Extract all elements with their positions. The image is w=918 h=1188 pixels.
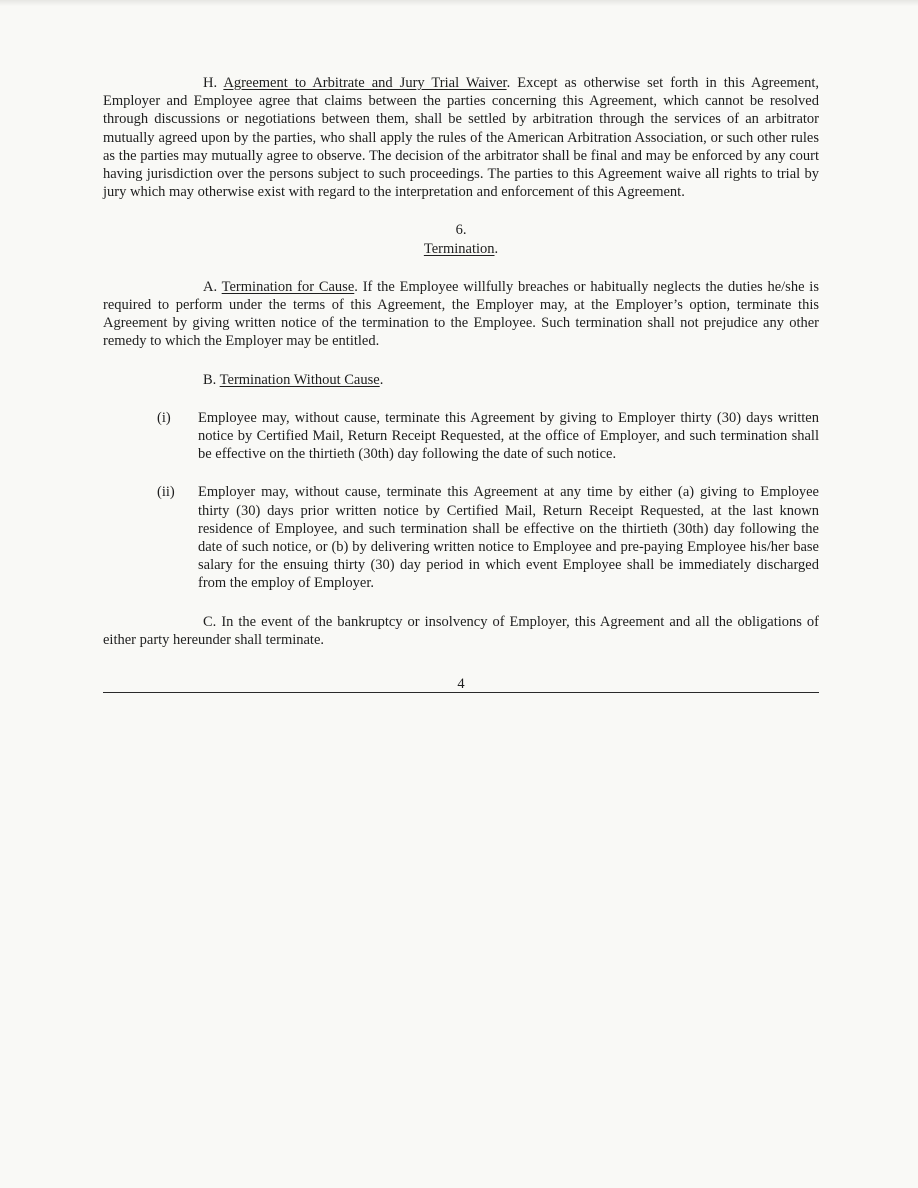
footer-rule bbox=[103, 692, 819, 693]
for-cause-label: A. bbox=[203, 278, 218, 295]
arbitration-label: H. bbox=[203, 75, 218, 91]
bankruptcy-label: C. bbox=[203, 613, 217, 630]
list-item-text: Employer may, without cause, terminate this Agreement at any time by either (a) giving to Employee thirty (30) days prior written notice by Certified Mail, Return Receipt Requested, at the last known residence of Employee, and such termination shall be effective on the thirtieth (30th) day following the date of such notice, or (b) by delivering written notice to Employee and pre-paying Employee his/her base salary for the ensuing thirty (30) day period in which event Employee shall be immediately discharged from the employ of Employer. bbox=[198, 484, 819, 592]
for-cause-paragraph bbox=[103, 278, 819, 351]
without-cause-title-suffix: . bbox=[379, 371, 384, 388]
without-cause-label: B. bbox=[203, 371, 217, 388]
page-number: 4 bbox=[457, 676, 465, 692]
without-cause-title: Termination Without Cause bbox=[219, 371, 380, 388]
list-item-text: Employee may, without cause, terminate this Agreement by giving to Employer thirty (30) days written notice by Certified Mail, Return Receipt Requested, at the office of Employer, and such termination shall be effective on the thirtieth (30th) day following the date of such notice. bbox=[198, 409, 819, 463]
section-title-text: Termination bbox=[423, 240, 495, 257]
for-cause-body: . If the Employee willfully breaches or habitually neglects the duties he/she is required to perform under the terms of this Agreement, the Employer may, at the Employer’s option, terminate this Agreement by giving written notice of the termination to the Employee. Such termination shall not prejudice any other remedy to which the Employer may be entitled. bbox=[103, 278, 819, 350]
for-cause-title: Termination for Cause bbox=[221, 278, 355, 295]
section-number: 6. bbox=[455, 222, 467, 239]
without-cause-heading bbox=[103, 371, 819, 389]
section-title bbox=[103, 240, 819, 258]
bankruptcy-paragraph bbox=[103, 613, 819, 649]
list-item-number: (i) bbox=[157, 409, 171, 426]
arbitration-paragraph bbox=[103, 74, 819, 201]
list-item-number: (ii) bbox=[157, 484, 175, 501]
list-item bbox=[103, 483, 819, 592]
bankruptcy-body: In the event of the bankruptcy or insolvency of Employer, this Agreement and all the obligations of either party hereunder shall terminate. bbox=[103, 613, 820, 648]
list-item bbox=[103, 409, 819, 464]
document-body bbox=[103, 74, 819, 649]
arbitration-title: Agreement to Arbitrate and Jury Trial Waiver bbox=[223, 75, 507, 91]
section-title-suffix: . bbox=[494, 240, 499, 257]
arbitration-body: . Except as otherwise set forth in this Agreement, Employer and Employee agree that claims between the parties concerning this Agreement, which cannot be resolved through discussions or negotiations between them, shall be settled by arbitration through the services of an arbitrator mutually agreed upon by the parties, who shall apply the rules of the American Arbitration Association, or such other rules as the parties may mutually agree to observe. The decision of the arbitrator shall be final and may be enforced by any court having jurisdiction over the persons subject to such proceedings. The parties to this Agreement waive all rights to trial by jury which may otherwise exist with regard to the interpretation and enforcement of this Agreement. bbox=[103, 75, 820, 201]
scan-edge bbox=[0, 0, 918, 6]
